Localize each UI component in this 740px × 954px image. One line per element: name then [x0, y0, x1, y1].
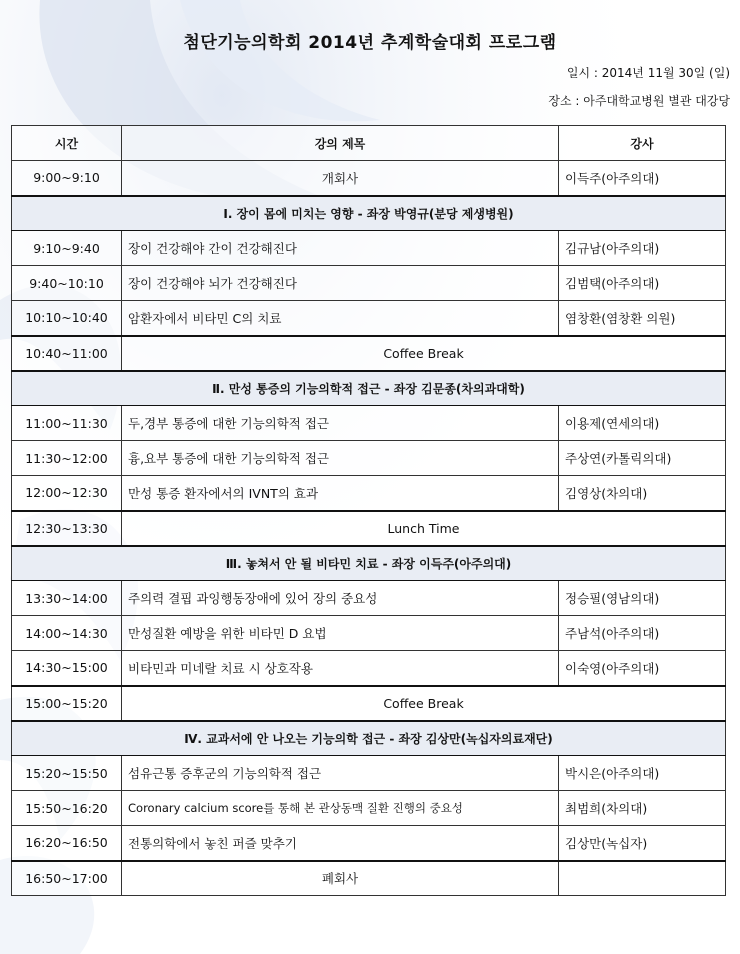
row-topic: 장이 건강해야 간이 건강해진다: [122, 231, 559, 266]
header-speaker: 강사: [559, 126, 726, 161]
row-time: 15:00~15:20: [12, 686, 122, 721]
row-topic: 섬유근통 증후군의 기능의학적 접근: [122, 756, 559, 791]
row-topic: 두,경부 통증에 대한 기능의학적 접근: [122, 406, 559, 441]
row-time: 10:10~10:40: [12, 301, 122, 336]
table-header-row: [12, 126, 726, 161]
section-header-4: [12, 721, 726, 756]
break-label: Coffee Break: [122, 686, 726, 721]
page-title: 첨단기능의학회 2014년 추계학술대회 프로그램: [183, 33, 557, 53]
row-time: 15:50~16:20: [12, 791, 122, 826]
break-row: [12, 336, 726, 371]
row-time: 12:30~13:30: [12, 511, 122, 546]
row-speaker: 김규남(아주의대): [559, 231, 726, 266]
table-row: [12, 826, 726, 861]
row-time: 15:20~15:50: [12, 756, 122, 791]
row-time: 9:40~10:10: [12, 266, 122, 301]
section-title: Ⅰ. 장이 몸에 미치는 영향 - 좌장 박영규(분당 제생병원): [12, 196, 726, 231]
row-speaker: 이득주(아주의대): [559, 161, 726, 196]
row-speaker: 염창환(염창환 의원): [559, 301, 726, 336]
row-speaker: 주상연(카톨릭의대): [559, 441, 726, 476]
section-title: Ⅱ. 만성 통증의 기능의학적 접근 - 좌장 김문종(차의과대학): [12, 371, 726, 406]
table-row: [12, 861, 726, 896]
row-speaker: [559, 861, 726, 896]
row-speaker: 김범택(아주의대): [559, 266, 726, 301]
row-topic: Coronary calcium score를 통해 본 관상동맥 질환 진행의 중요성: [122, 791, 559, 826]
table-row: [12, 441, 726, 476]
section-header-3: [12, 546, 726, 581]
event-venue: 장소 : 아주대학교병원 별관 대강당: [548, 94, 730, 108]
row-speaker: 김영상(차의대): [559, 476, 726, 511]
row-topic: 흉,요부 통증에 대한 기능의학적 접근: [122, 441, 559, 476]
header-topic: 강의 제목: [122, 126, 559, 161]
section-title: Ⅳ. 교과서에 안 나오는 기능의학 접근 - 좌장 김상만(녹십자의료재단): [12, 721, 726, 756]
row-time: 16:50~17:00: [12, 861, 122, 896]
table-row: [12, 161, 726, 196]
row-time: 9:00~9:10: [12, 161, 122, 196]
row-speaker: 이용제(연세의대): [559, 406, 726, 441]
row-topic: 암환자에서 비타민 C의 치료: [122, 301, 559, 336]
table-row: [12, 406, 726, 441]
row-speaker: 최범희(차의대): [559, 791, 726, 826]
break-row: [12, 686, 726, 721]
row-topic: 폐회사: [122, 861, 559, 896]
program-table: [11, 125, 726, 896]
section-title: Ⅲ. 놓쳐서 안 될 비타민 치료 - 좌장 이득주(아주의대): [12, 546, 726, 581]
section-header-2: [12, 371, 726, 406]
row-time: 11:30~12:00: [12, 441, 122, 476]
row-topic: 만성 통증 환자에서의 IVNT의 효과: [122, 476, 559, 511]
row-time: 10:40~11:00: [12, 336, 122, 371]
table-row: [12, 476, 726, 511]
row-speaker: 주남석(아주의대): [559, 616, 726, 651]
break-label: Coffee Break: [122, 336, 726, 371]
table-row: [12, 791, 726, 826]
table-row: [12, 266, 726, 301]
table-row: [12, 301, 726, 336]
row-topic: 비타민과 미네랄 치료 시 상호작용: [122, 651, 559, 686]
row-time: 11:00~11:30: [12, 406, 122, 441]
row-time: 12:00~12:30: [12, 476, 122, 511]
row-topic: 주의력 결핍 과잉행동장애에 있어 장의 중요성: [122, 581, 559, 616]
row-time: 16:20~16:50: [12, 826, 122, 861]
table-row: [12, 651, 726, 686]
row-topic: 장이 건강해야 뇌가 건강해진다: [122, 266, 559, 301]
lunch-row: [12, 511, 726, 546]
event-date: 일시 : 2014년 11월 30일 (일): [566, 66, 730, 80]
table-row: [12, 581, 726, 616]
row-speaker: 이숙영(아주의대): [559, 651, 726, 686]
row-speaker: 정승필(영남의대): [559, 581, 726, 616]
header-time: 시간: [12, 126, 122, 161]
table-row: [12, 231, 726, 266]
row-speaker: 박시은(아주의대): [559, 756, 726, 791]
row-topic: 만성질환 예방을 위한 비타민 D 요법: [122, 616, 559, 651]
row-time: 13:30~14:00: [12, 581, 122, 616]
table-row: [12, 756, 726, 791]
lunch-label: Lunch Time: [122, 511, 726, 546]
table-row: [12, 616, 726, 651]
row-time: 9:10~9:40: [12, 231, 122, 266]
section-header-1: [12, 196, 726, 231]
row-time: 14:00~14:30: [12, 616, 122, 651]
row-speaker: 김상만(녹십자): [559, 826, 726, 861]
row-time: 14:30~15:00: [12, 651, 122, 686]
row-topic: 전통의학에서 놓친 퍼즐 맞추기: [122, 826, 559, 861]
row-topic: 개회사: [122, 161, 559, 196]
